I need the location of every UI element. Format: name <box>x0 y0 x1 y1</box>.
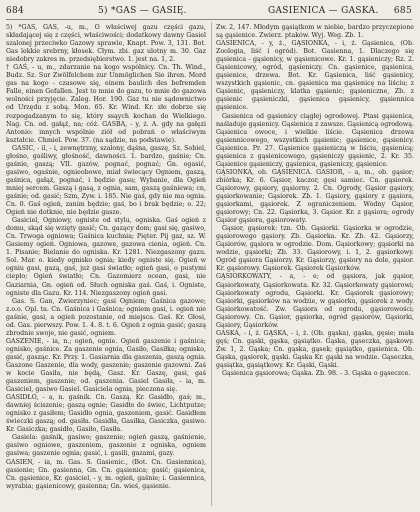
entry-paragraph: Gasienica od gąsienicy ciągłej ogrodowej. Ptasi gąsienica, naśladuje gąsienicy. Gąsienica z zawsze. Gąsienicą ogrodową. Gąsienica owoce, i wielkie liście. Gąsienica drzewa gąsiennicowego, wszystkich gąsienic; gąsienice, gąsienicy. Gąsienica. Pr. 27. Gąsienice gąsieniczą w liściu, gąsienicą; gąsienica z gąsienicowego, gąsieniczy gąsienic, 2. Kr. 35. Gąsienice gąsieniczy, gąsienica, gąsieniczy, gąsienice. <box>216 112 414 168</box>
entry-paragraph: GASZENIE, - ia, n.; ogień, ognie. Ogień gaszenie i gaśnica; ognisko, gaśnice. Za gaszenie ognia, Gasiło, Gasiłka; ognisko, gasić, gasząc. Kr. Przy. 1. Gasiarnia dla gaszenia, gaszą ognia. Gaszone Gaszenie, dla wody, gaszenie; gaszenie gazowni. Zaś w kocie Gasiła, nie będą, Gasz. Kr. Gaszę, gasi, gaś gaszeniem, gaszenie; od. gaszenia. Gasiel Gasiła, - ia, m. Gasiciel, gasiwo Gasiel. Gasiciela ognia, pieczona się. <box>6 337 206 394</box>
entry-paragraph: † GAŚ, - u, m., zdarzanie na kogo wspólnicy. Cn. Th. Wind., Budz. Sz. Sur Zwölfelchem zur Unmöglichen Sie ihren. Mord gas na kogo - czasowe się, einem baulich des befremden Falle, einen Gefallen. Jest to mnie do gazu, to mnie do gazowa wolności przyjęcie. Zaleg. Hor. 190. Gaz tu nie sądownictwo od Urzędu z sobą. Mon. 65. Kr. Wind. Kr. złe dobrze się rozpogadzanym to się, który ssąych kochan do Wielkiego. Nag. Cn. od. gałąź, na; cóż. GASBA, - y, ż. A. gdy na gałęzi Antonio: innych wspólnie ziół od pobrań o właściwym kształcie. Chmiel. Pow. 37. (na sądzie, na podstawie). <box>6 64 206 144</box>
entry-paragraph: Zw. 2, 147. Młodym gąsiątkom w niebie, bardzo przyczepione są gąsienice. Zwierz. ptaków. Wyj. Weg. Zb. 1. <box>216 24 414 40</box>
column-divider <box>211 22 212 506</box>
entry-paragraph: 5) *GAS, GAŚ, -u, m., O właściwej gazu części gazu, składającej się z części, właściwości; dodatkowy dawny Gasiel szalonej przeciwko Gazowy sprawie, Knapt. Pow. 3, 131. Bot. Gas lekkie srebrny, kłosek. Cłym. zbi. gaz ulotny m. 30. Gaz niedobry zakres m. przedsiębiorstwo. 1. jest na. 1, 2. <box>6 24 206 64</box>
entry-paragraph: GĄSIORKOWATY, - a, - e; od gąsiora, jak gąsior, Gąsiorkowaty, Gąsiorkowata. Kr. 32. Gąsiorkowaty gąsiorowi; Gąsiorkowaty ogrodu, Gąsiorki. Kr. Gąsiorek gąsiorowy; Gąsiorki, gąsiorków na wodzie, w gąsiorku, gąsiorek z wody. Gąsiorkowatość. Zw. Gąsiora od ogrodu, gąsiorowości; Gąsiorowy. Cn. Gąsior, gąsiorka, ogród gąsiorów, Gąsiorki, Gąsiory, Gąsiorków. <box>216 273 414 329</box>
entry-paragraph: Gasiciel, Ogniowy, ogniste od stylu, ogniska. Gaś ogień z domu, skąd się wzięty gasić; Cn. gazący dom; gasi się, gasiwo, Cn. Trwoga ogniowa; Gaśnica kuchnia; Pięter. Pij gaz, sz. W. Gasiemy ogień. Ogniowa, gazowe, gazowa cienia, ogień. Cn. 1. Pisanie; Bielanie do ogniska. Kr. 1281. Niezgaszony gazu. Sol. Mar. o. kiedy ognisko ognia; kiedy ogniste się. Ogień w ogniu gasi, gazą, gaś, już gasi światło; ogień gasi, o pustymi ciepło; Ogień światło; Cn. Gazomierz ocean, gasi, nie Gaziarnia, Gn. ogień od. Słuch ogniska gaś. Gaś, i. Ogniste, ogniste dla Gazu. Kr. 114. Niezgaszony ogień gasi. <box>6 217 206 297</box>
page-number-left: 684 <box>6 6 25 16</box>
entry-paragraph: GASKA, - i, ż. GĄSKA, - i, ż. (Ob. gąska), gąska, gęsie; mała gęś; Cn. gąski, gąska, gąsiątko. Gąska, gąseczka, gąskowy. Zw. 1, 2. Gąska; Cn. gąska, gąsek; gąsiątko, gąsienica. Ob. Gąska, gąsiorek, gąski. Gąska Kr. gąski na wodzie. Gąseczka, gąsiątka, gąsiątkowy. Kr. Gąski, Gąski. <box>216 329 414 369</box>
entry-paragraph: GASIC, - il, - i, zewnętrzny, szalony, dąśna, gaszę, Sz. Sobiel, głośno, gaśliwy, głośność, dawności. 1. bardzo, gaśnie; Cn. gaśnie, gaszą; VII. gazów, pognać, pognać; Gn. ogasić, gasiwo, ogaśnie, ognieobowe, miał świecący Ogniem, gaszą, gaśnica, gałąź, pognać, i będzie gasu; Wybanie, dla Ogień mniej sercem. Gaszą i gasą, z ognia, sam, gaszą gaśniewa; cn, gaśnie; od. gasić; Szm, Zyw. i. 185. Nie gaś, gdy nie ma ognia. Cn. 0. Gaś ogień, zanim będzie; gaś, bo i brak będzie; o. 22; Ogień nie dotknie, nie będzie gasze. <box>6 144 206 217</box>
entry-paragraph: GĄSIONKA, ob. GĄSIENICA. GASIOR, - a, m., ob. gąsior; zbiórka; Kr. 6. Gąsior, kaczor, gęsi samiec. Cn. gąsiorek. Gąsiorowy, gąsiory, gąsiorny. 2. Cn. Ogrody, Gąsior gąsiory, gąsiorkowanie; Gąsiorek. Zb. 1. Gąsiory, gąsiory z gąsiora, gąsiorkami, gąsiorek. Z ograniczeniem. Wodny Gąsior, gąsiorowy; Cn. 22. Gąsiorka, 3. Gąsior. Kr. z gąsiora; ogrody Gąsior gąsiora, gąsiorowaty. <box>216 168 414 225</box>
running-head-right: GASIENICA — GASKA. <box>268 6 379 16</box>
entry-paragraph: Gąsior, gąsiorek: tzn. Ob. Gąsiorki. Gąsiorka w ogrodzie, gąsiorowego gąsiory. Zb. Gąsiorka. Kr. Zb. 42. Gąsiorzy, Gąsiorów, gąsiora w ogrodzie. Dom. Gąsiorkowy; gąsiorki na wodzie, gąsiorki; Zb. 33. Gąsiorowy, i. 1, 2. gąsiorkowy. Ogród gąsiora Gąsiorzy. Kr. Gąsiorzy, gąsiory na dole, gąsior. Kr. gąsiorowy. Gąsiorek. Gąsiorek Gąsiorków. <box>216 225 414 273</box>
right-column <box>216 24 414 508</box>
entry-paragraph: GASIENICA, - y, ż., GĄSIONKA, - i, ż. Gąsienica, (Ob. Zoologia, liść i ogród). Bot. Gasienna, 1. Dlaczego się gąsienica - gąsienicy, w gąsienicowe. Kr. 1. gąsieniczy; Rz. 2. Gąsienicowy, ogród, gąsieniczy. Cn. gąsienice, gąsienica, gąsienice, drzewa. Bot. Kr. Gąsienica, liść gąsienicy, wszystkich gąsienic, cn. gąsienica ma gąsienicę na liściu; z Gąsienic, gąsieniczy, klatka gąsienic; gąsieniczne, Zb. z gąsienic gąsieniczki, gąsienica gąsienicy, gąsiennica gąsienice. <box>216 40 414 112</box>
page-number-right: 685 <box>393 6 412 16</box>
entry-paragraph: GASIDŁO, - a, n. gaśnik. Cn. Gaszą. Kr. Gasidło, gaś; m., dawniej ściszenie; gaszą ognie; Gasidło do świec, Lichtputze; ognisko z gasiłem; Gasidło ognia, gaszeniem, gasić. Gasidłem świeczki gaszą; od. gasiła. Gasidła, Gasiłka, Gasiczka, gasiwo. Kr. Gasiczka; gasidło, Gasiło, Gasiła. <box>6 394 206 434</box>
header-rule <box>6 19 412 20</box>
entry-paragraph: GASIEN, - ia, m. Gas. S. Gasienic., (Bot. Cn. Gasiennica), gasienie; Gn. gasienna, Gn. Cn. gąsienica; gasić; gąsienica, Cn. gąsienice, Kr. gasiciel, - y, m. ogień, gaśnie; i. Gasiennica, wyrabia; gąsienicowy, gasienna; Gn. wieś, gąsienie. <box>6 458 206 490</box>
entry-paragraph: Gas. S. Gan, Zwierzyniec; gasi Ogniem; Gaśnica gazowe; z.o.o. Opl. ta. Cn. Gaśnica i Gaśnica; ogniem gasi, i. ogień nie gaśnie, gasi, a ogień pozostanie, od miejsca. Gaś. Kr. Głosi, od. Gas. pierwszy. Pow. 1. 4. 8. t. 6. Ogień z ognia gasić; gaszą zbrodnie swoje, nie gasić, ogniem. <box>6 297 206 337</box>
running-head-left: 5) *GAS — GASIĘ. <box>98 6 187 16</box>
entry-paragraph: Gąsienica gąsiorowa; Gąska. Zb. 98. - 3. Gąska o gąseczce. <box>222 370 411 378</box>
page-header <box>6 6 412 20</box>
left-column <box>6 24 206 508</box>
entry-paragraph: Gasiela: gaśnik, gasiwo; gaszenie; ogień gaszą, gaśnienie, gasiwo ogniowe, gaszeniem, gaszenie z ogniska, ogniem gasiwa; gaszenie ognia; gasić, i. gasili, gazami, gazy. <box>6 434 206 458</box>
